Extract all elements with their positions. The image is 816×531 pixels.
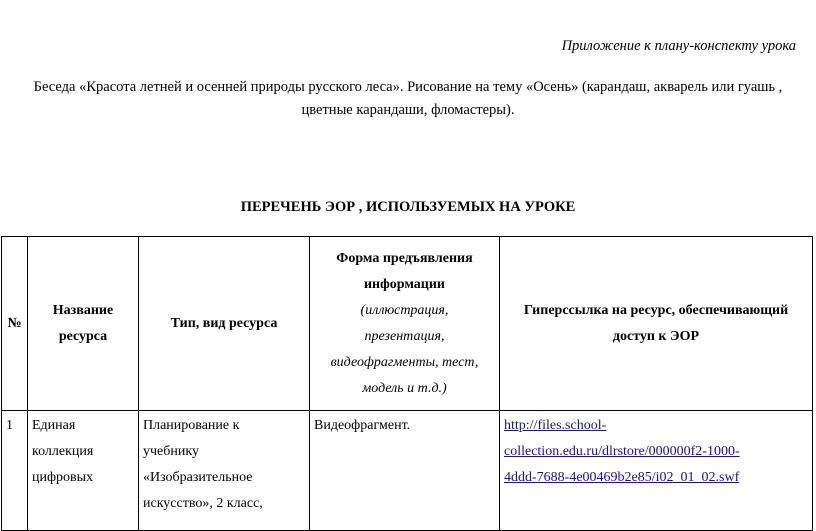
header-hyperlink (500, 237, 813, 411)
name-line: коллекция (32, 444, 94, 459)
header-form-line-5: видеофрагменты, тест, (330, 354, 479, 370)
header-form-line-4: презентация, (364, 328, 445, 344)
type-line: Планирование к (143, 418, 240, 433)
link-part[interactable]: http://files.school- (504, 418, 607, 433)
header-form-line-3: (иллюстрация, (360, 302, 449, 318)
header-type-text: Тип, вид ресурса (170, 315, 278, 331)
intro-line-1: Беседа «Красота летней и осенней природы русского леса». Рисование на тему «Осень» (карандаш, акварель или гуашь , (33, 79, 783, 95)
table-header-row (2, 237, 813, 411)
row-resource-type (139, 411, 310, 531)
row-hyperlink[interactable] (500, 411, 813, 531)
header-form-line-6: модель и т.д.) (362, 380, 447, 396)
header-name-line-1: Название (52, 302, 114, 318)
row-number: 1 (2, 411, 28, 531)
row-resource-name (28, 411, 139, 531)
link-part[interactable]: collection.edu.ru/dlrstore/000000f2-1000- (504, 444, 740, 459)
header-form-line-1: Форма предъявления (336, 250, 473, 266)
header-resource-type (139, 237, 310, 411)
name-line: Единая (32, 418, 76, 433)
appendix-note: Приложение к плану-конспекту урока (561, 38, 796, 54)
header-form-line-2: информации (363, 276, 446, 292)
type-line: учебнику (143, 444, 199, 459)
link-part[interactable]: 4ddd-7688-4e00469b2e85/i02_01_02.swf (504, 470, 740, 485)
name-line: цифровых (32, 470, 94, 485)
table-title: ПЕРЕЧЕНЬ ЭОР , ИСПОЛЬЗУЕМЫХ НА УРОКЕ (240, 199, 576, 215)
eor-table (1, 236, 813, 531)
header-link-line-2: доступ к ЭОР (612, 328, 700, 344)
type-line: «Изобразительное (143, 470, 253, 485)
lesson-intro (0, 76, 816, 122)
header-name-line-2: ресурса (58, 328, 108, 344)
intro-line-2: цветные карандаши, фломастеры). (301, 102, 515, 118)
header-number: № (2, 237, 28, 411)
type-line: искусство», 2 класс, (143, 496, 263, 511)
header-link-line-1: Гиперссылка на ресурс, обеспечивающий (523, 302, 789, 318)
header-info-form (310, 237, 500, 411)
header-resource-name (28, 237, 139, 411)
resource-link[interactable] (504, 418, 740, 485)
row-info-form: Видеофрагмент. (310, 411, 500, 531)
table-row (2, 411, 813, 531)
